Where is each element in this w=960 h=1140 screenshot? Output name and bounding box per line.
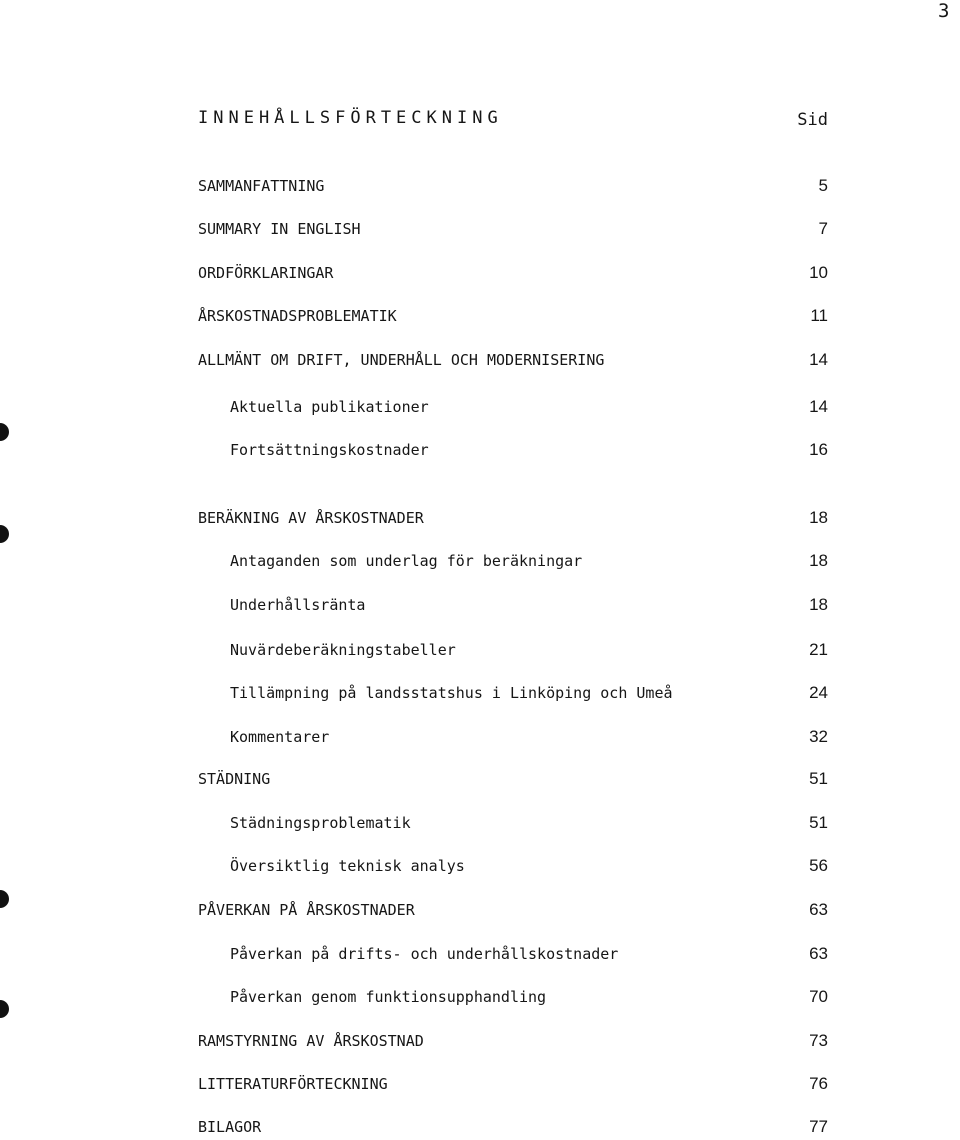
toc-entry-page: 16 [809, 440, 828, 459]
toc-entry [0, 766, 960, 792]
toc-entry-label: STÄDNING [198, 770, 271, 788]
toc-entry [0, 173, 960, 199]
toc-entry [0, 1028, 960, 1054]
toc-entry-page: 63 [809, 900, 828, 919]
toc-entry-page: 51 [809, 769, 828, 788]
toc-entry [0, 347, 960, 373]
toc-entry-label: Nuvärdeberäkningstabeller [230, 641, 456, 659]
toc-entry-page: 76 [809, 1074, 828, 1093]
toc-entry-page: 14 [809, 397, 828, 416]
toc-entry [0, 548, 960, 574]
toc-entry-page: 5 [818, 176, 828, 195]
toc-entry-page: 7 [818, 219, 828, 238]
toc-entry-page: 10 [809, 263, 828, 282]
toc-entry-label: ORDFÖRKLARINGAR [198, 264, 334, 282]
toc-entry [0, 303, 960, 329]
toc-entry [0, 394, 960, 420]
toc-entry-label: Städningsproblematik [230, 814, 411, 832]
toc-entry-page: 18 [809, 508, 828, 527]
toc-entry [0, 680, 960, 706]
toc-entry-label: Tillämpning på landsstatshus i Linköping och Umeå [230, 684, 673, 702]
toc-entry [0, 505, 960, 531]
page-column-label: Sid [797, 110, 828, 130]
toc-entry [0, 260, 960, 286]
toc-entry-label: Kommentarer [230, 728, 330, 746]
toc-entry-label: ALLMÄNT OM DRIFT, UNDERHÅLL OCH MODERNISERING [198, 351, 605, 369]
toc-entry-page: 21 [809, 640, 828, 659]
toc-entry-label: SAMMANFATTNING [198, 177, 325, 195]
toc-entry [0, 1114, 960, 1140]
toc-entry [0, 216, 960, 242]
toc-entry-label: BERÄKNING AV ÅRSKOSTNADER [198, 509, 424, 527]
toc-entry [0, 724, 960, 750]
toc-entry-page: 51 [809, 813, 828, 832]
toc-entry [0, 592, 960, 618]
toc-entry-page: 70 [809, 987, 828, 1006]
toc-entry-page: 77 [809, 1117, 828, 1136]
toc-entry [0, 897, 960, 923]
toc-entry-label: Fortsättningskostnader [230, 441, 429, 459]
toc-entry [0, 437, 960, 463]
toc-entry-label: Påverkan på drifts- och underhållskostnader [230, 945, 619, 963]
toc-entry-page: 63 [809, 944, 828, 963]
toc-entry-label: LITTERATURFÖRTECKNING [198, 1075, 388, 1093]
toc-entry-page: 14 [809, 350, 828, 369]
toc-entry-label: Översiktlig teknisk analys [230, 857, 465, 875]
toc-entry [0, 810, 960, 836]
toc-entry-page: 56 [809, 856, 828, 875]
toc-entry-label: RAMSTYRNING AV ÅRSKOSTNAD [198, 1032, 424, 1050]
toc-entry [0, 1071, 960, 1097]
toc-entry-page: 11 [810, 306, 828, 325]
page-number: 3 [938, 0, 950, 22]
toc-entry [0, 941, 960, 967]
toc-entry-label: Antaganden som underlag för beräkningar [230, 552, 583, 570]
toc-entry [0, 853, 960, 879]
toc-entry-page: 73 [809, 1031, 828, 1050]
toc-entry-label: SUMMARY IN ENGLISH [198, 220, 361, 238]
toc-entry-label: ÅRSKOSTNADSPROBLEMATIK [198, 307, 397, 325]
toc-entry-label: Underhållsränta [230, 596, 366, 614]
toc-entry-label: PÅVERKAN PÅ ÅRSKOSTNADER [198, 901, 415, 919]
toc-entry-page: 32 [809, 727, 828, 746]
toc-entry [0, 637, 960, 663]
toc-title: INNEHÅLLSFÖRTECKNING [198, 108, 503, 128]
toc-entry-page: 18 [809, 595, 828, 614]
toc-entry-page: 24 [809, 683, 828, 702]
toc-entry [0, 984, 960, 1010]
toc-entry-label: BILAGOR [198, 1118, 262, 1136]
toc-entry-label: Påverkan genom funktionsupphandling [230, 988, 547, 1006]
toc-entry-page: 18 [809, 551, 828, 570]
toc-entry-label: Aktuella publikationer [230, 398, 429, 416]
